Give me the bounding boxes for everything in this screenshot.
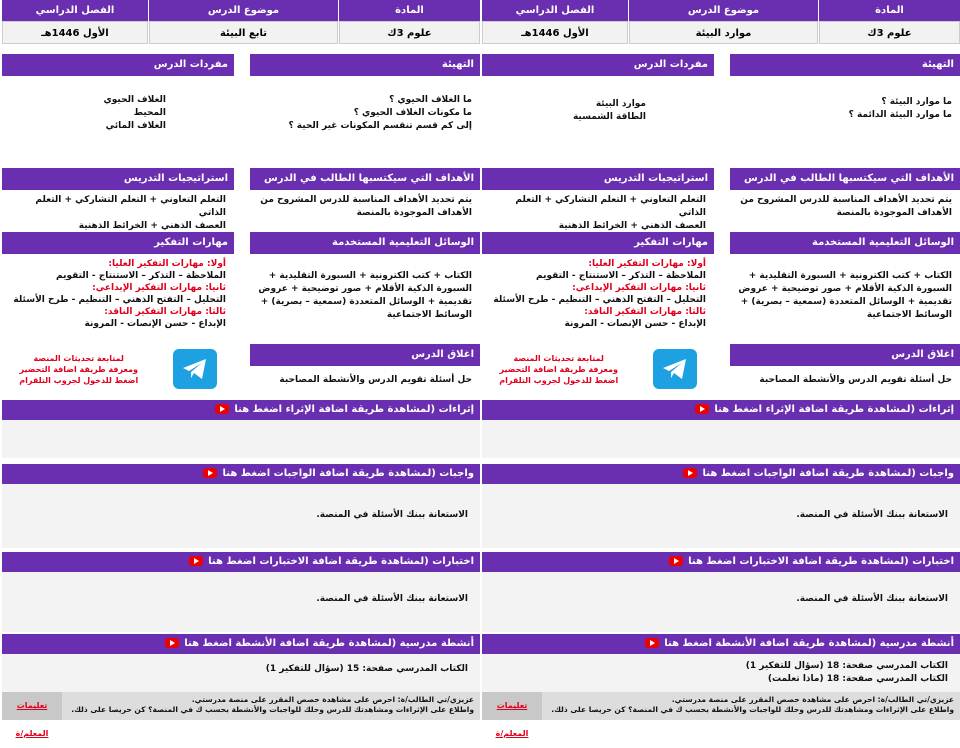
homework-bar[interactable] — [2, 464, 480, 484]
homework-label: واجبات — [439, 468, 474, 479]
skill-heading: ثانيا: مهارات التفكير الإبداعي: — [92, 283, 226, 293]
closing-title: اغلاق الدرس — [250, 344, 480, 366]
goals-text: يتم تحديد الأهداف المناسبة للدرس المشروح من الأهداف الموجودة بالمنصة — [260, 195, 472, 218]
goals-box — [730, 168, 960, 224]
youtube-icon[interactable] — [645, 638, 659, 648]
aids-box — [250, 232, 480, 338]
goals-title: الأهداف التي سيكتسبها الطالب في الدرس — [730, 168, 960, 190]
tests-text: الاستعانة ببنك الأسئلة في المنصة. — [796, 594, 948, 604]
strategy-line: العصف الذهني + الخرائط الذهنية — [558, 221, 706, 231]
activities-label: أنشطة مدرسية — [399, 638, 474, 649]
instruction-line: عزيزي/تي الطالب/ة: احرص على مشاهدة حصص المقرر على منصة مدرستي. — [191, 695, 474, 704]
activity-line: الكتاب المدرسي صفحة: 18 (ماذا تعلمت) — [767, 674, 948, 684]
promo-line: ومعرفة طريقة اضافة التحضير — [19, 364, 138, 374]
warmup-line: ما موارد البيئة الدائمة ؟ — [848, 110, 952, 120]
vocab-line: موارد البيئة — [595, 99, 646, 109]
skills-title: مهارات التفكير — [2, 232, 234, 254]
vocab-title: مفردات الدرس — [2, 54, 234, 76]
aids-title: الوسائل التعليمية المستخدمة — [250, 232, 480, 254]
enrichment-link[interactable]: (لمشاهدة طريقة اضافة الإثراء اضغط هنا — [234, 404, 436, 415]
skill-heading: ثانيا: مهارات التفكير الإبداعي: — [572, 283, 706, 293]
skill-body: الإبداع - حسن الإنصات - المرونة — [84, 319, 226, 329]
vocab-line: المحيط — [133, 108, 166, 118]
header-subject-value: علوم 3ك — [819, 21, 960, 44]
activities-bar[interactable] — [482, 634, 960, 654]
header-table — [482, 0, 960, 44]
promo-line: لمتابعة تحديثات المنصة — [513, 353, 604, 363]
instructions-label: تعليمات المعلم/ة — [2, 692, 62, 720]
header-term-value: الأول 1446هـ — [482, 21, 628, 44]
promo-line: لمتابعة تحديثات المنصة — [33, 353, 124, 363]
closing-box — [250, 344, 480, 396]
warmup-line: ما مكونات الغلاف الحيوي ؟ — [353, 108, 472, 118]
enrichment-body — [482, 420, 960, 458]
strategies-box — [2, 168, 234, 231]
homework-link[interactable]: (لمشاهدة طريقة اضافة الواجبات اضغط هنا — [702, 468, 916, 479]
homework-body — [482, 484, 960, 548]
goals-box — [250, 168, 480, 224]
youtube-icon[interactable] — [683, 468, 697, 478]
header-subject-label: المادة — [339, 0, 480, 21]
youtube-icon[interactable] — [695, 404, 709, 414]
promo-line: ومعرفة طريقة اضافة التحضير — [499, 364, 618, 374]
warmup-line: ما موارد البيئة ؟ — [881, 97, 952, 107]
enrichment-label: إثراءات — [438, 404, 474, 415]
header-subject-label: المادة — [819, 0, 960, 21]
tests-label: اختبارات — [912, 556, 954, 567]
tests-bar[interactable] — [482, 552, 960, 572]
strategies-title: استراتيجيات التدريس — [2, 168, 234, 190]
homework-link[interactable]: (لمشاهدة طريقة اضافة الواجبات اضغط هنا — [222, 468, 436, 479]
telegram-icon[interactable] — [653, 349, 697, 389]
instruction-line: عزيزي/تي الطالب/ة: احرص على مشاهدة حصص المقرر على منصة مدرستي. — [671, 695, 954, 704]
tests-link[interactable]: (لمشاهدة طريقة اضافة الاختبارات اضغط هنا — [688, 556, 909, 567]
homework-bar[interactable] — [482, 464, 960, 484]
promo-line: اضغط للدخول لجروب التلقرام — [19, 375, 139, 385]
vocab-line: الطاقة الشمسية — [572, 112, 646, 122]
activities-link[interactable]: (لمشاهدة طريقة اضافة الأنشطة اضغط هنا — [664, 638, 877, 649]
strategy-line: التعلم التعاوني + التعلم التشاركي + التعلم الذاتي — [515, 195, 706, 218]
skill-body: الملاحظة – التذكر – الاستنتاج - التقويم — [56, 271, 226, 281]
header-topic-value: تابع البيئة — [149, 21, 338, 44]
instruction-line: واطلاع على الإثراءات ومشاهدتك للدرس وحلك للواجبات والأنشطة بحسب ك في المنصة؟ كن حريصا على ذلك. — [71, 705, 474, 714]
vocab-title: مفردات الدرس — [482, 54, 714, 76]
activities-bar[interactable] — [2, 634, 480, 654]
homework-text: الاستعانة ببنك الأسئلة في المنصة. — [316, 510, 468, 520]
warmup-box — [250, 54, 480, 164]
warmup-line: ما الغلاف الحيوي ؟ — [389, 95, 472, 105]
skills-title: مهارات التفكير — [482, 232, 714, 254]
vocab-box — [2, 54, 234, 164]
youtube-icon[interactable] — [669, 556, 683, 566]
activities-body — [2, 654, 480, 692]
skill-heading: أولا: مهارات التفكير العليا: — [108, 259, 226, 269]
skills-box — [482, 232, 714, 338]
youtube-icon[interactable] — [165, 638, 179, 648]
strategy-line: التعلم التعاوني + التعلم التشاركي + التعلم الذاتي — [35, 195, 226, 218]
tests-link[interactable]: (لمشاهدة طريقة اضافة الاختبارات اضغط هنا — [208, 556, 429, 567]
youtube-icon[interactable] — [203, 468, 217, 478]
vocab-box — [482, 54, 714, 164]
lesson-plan-page-left — [2, 0, 480, 738]
enrichment-label: إثراءات — [918, 404, 954, 415]
activities-label: أنشطة مدرسية — [879, 638, 954, 649]
header-term-label: الفصل الدراسي — [482, 0, 628, 21]
instruction-line: واطلاع على الإثراءات ومشاهدتك للدرس وحلك للواجبات والأنشطة بحسب ك في المنصة؟ كن حريصا على ذلك. — [551, 705, 954, 714]
teacher-instructions — [2, 692, 480, 738]
enrichment-link[interactable]: (لمشاهدة طريقة اضافة الإثراء اضغط هنا — [714, 404, 916, 415]
vocab-line: الغلاف المائي — [105, 121, 166, 131]
activity-line: الكتاب المدرسي صفحة: 18 (سؤال للتفكير 1) — [745, 661, 948, 671]
promo-line: اضغط للدخول لجروب التلقرام — [499, 375, 619, 385]
warmup-title: التهيئة — [730, 54, 960, 76]
telegram-promo[interactable] — [2, 342, 234, 396]
header-term-value: الأول 1446هـ — [2, 21, 148, 44]
youtube-icon[interactable] — [215, 404, 229, 414]
tests-label: اختبارات — [432, 556, 474, 567]
warmup-title: التهيئة — [250, 54, 480, 76]
activity-line: الكتاب المدرسي صفحة: 15 (سؤال للتفكير 1) — [265, 664, 468, 674]
aids-box — [730, 232, 960, 338]
lesson-plan-page-right — [482, 0, 960, 738]
goals-text: يتم تحديد الأهداف المناسبة للدرس المشروح من الأهداف الموجودة بالمنصة — [740, 195, 952, 218]
skill-body: الملاحظة – التذكر – الاستنتاج - التقويم — [536, 271, 706, 281]
aids-title: الوسائل التعليمية المستخدمة — [730, 232, 960, 254]
header-subject-value: علوم 3ك — [339, 21, 480, 44]
skill-body: الإبداع - حسن الإنصات - المرونة — [564, 319, 706, 329]
skill-body: التحليل – التفتح الذهني – التنظيم - طرح الأسئلة — [13, 295, 226, 305]
skill-heading: ثالثا: مهارات التفكير الناقد: — [584, 307, 706, 317]
closing-text: حل أسئلة تقويم الدرس والأنشطة المصاحبة — [759, 375, 952, 385]
closing-text: حل أسئلة تقويم الدرس والأنشطة المصاحبة — [279, 375, 472, 385]
tests-body — [2, 572, 480, 632]
instructions-label: تعليمات المعلم/ة — [482, 692, 542, 720]
skill-body: التحليل – التفتح الذهني – التنظيم - طرح الأسئلة — [493, 295, 706, 305]
tests-text: الاستعانة ببنك الأسئلة في المنصة. — [316, 594, 468, 604]
warmup-box — [730, 54, 960, 164]
closing-box — [730, 344, 960, 396]
header-table — [2, 0, 480, 44]
activities-link[interactable]: (لمشاهدة طريقة اضافة الأنشطة اضغط هنا — [184, 638, 397, 649]
tests-body — [482, 572, 960, 632]
activities-body — [482, 654, 960, 692]
teacher-instructions — [482, 692, 960, 738]
skill-heading: أولا: مهارات التفكير العليا: — [588, 259, 706, 269]
tests-bar[interactable] — [2, 552, 480, 572]
header-topic-value: موارد البيئة — [629, 21, 818, 44]
aids-text: الكتاب + كتب الكترونية + السبورة التقليدية + السبورة الذكية الأقلام + صور توضيحية + عروض تقديمية + الوسائل المتعددة (سمعية – بصرية) + الوسائط الاجتماعية — [258, 271, 472, 320]
aids-text: الكتاب + كتب الكترونية + السبورة التقليدية + السبورة الذكية الأقلام + صور توضيحية + عروض تقديمية + الوسائل المتعددة (سمعية – بصرية) + الوسائط الاجتماعية — [738, 271, 952, 320]
strategy-line: العصف الذهني + الخرائط الذهنية — [78, 221, 226, 231]
youtube-icon[interactable] — [189, 556, 203, 566]
homework-label: واجبات — [919, 468, 954, 479]
header-topic-label: موضوع الدرس — [629, 0, 818, 21]
warmup-line: إلى كم قسم تنقسم المكونات غير الحية ؟ — [288, 121, 472, 131]
strategies-title: استراتيجيات التدريس — [482, 168, 714, 190]
enrichment-bar[interactable] — [482, 400, 960, 420]
header-term-label: الفصل الدراسي — [2, 0, 148, 21]
enrichment-bar[interactable] — [2, 400, 480, 420]
skill-heading: ثالثا: مهارات التفكير الناقد: — [104, 307, 226, 317]
skills-box — [2, 232, 234, 338]
goals-title: الأهداف التي سيكتسبها الطالب في الدرس — [250, 168, 480, 190]
closing-title: اغلاق الدرس — [730, 344, 960, 366]
enrichment-body — [2, 420, 480, 458]
homework-text: الاستعانة ببنك الأسئلة في المنصة. — [796, 510, 948, 520]
header-topic-label: موضوع الدرس — [149, 0, 338, 21]
telegram-icon[interactable] — [173, 349, 217, 389]
strategies-box — [482, 168, 714, 231]
telegram-promo[interactable] — [482, 342, 714, 396]
vocab-line: الغلاف الحيوي — [103, 95, 166, 105]
homework-body — [2, 484, 480, 548]
